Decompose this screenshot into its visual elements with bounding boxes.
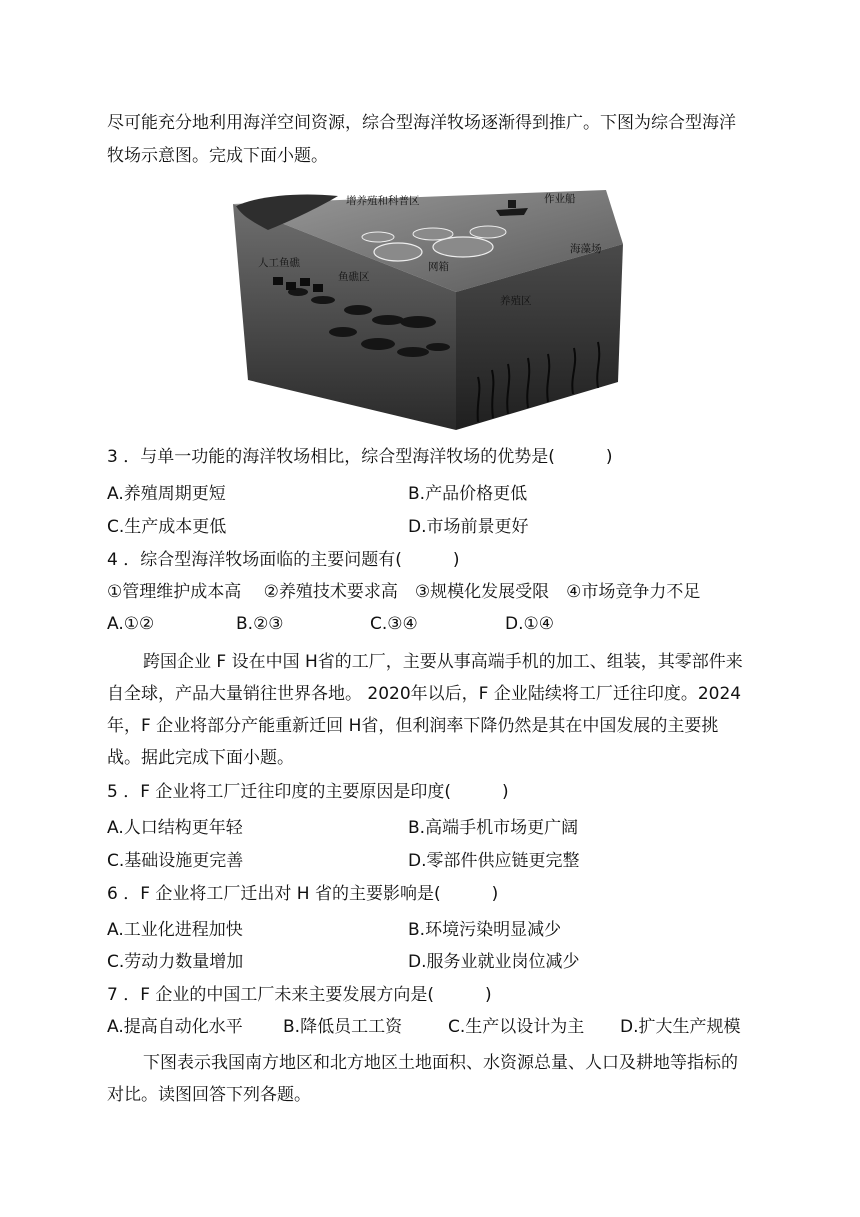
question-6-option-c: C.劳动力数量增加 bbox=[107, 952, 244, 972]
question-4-option-a: A.①② bbox=[107, 614, 155, 634]
question-7-option-b: B.降低员工工资 bbox=[283, 1017, 403, 1037]
question-3-option-a: A.养殖周期更短 bbox=[107, 484, 226, 504]
question-6-option-a: A.工业化进程加快 bbox=[107, 920, 243, 940]
passage-3-line-2: 对比。读图回答下列各题。 bbox=[107, 1085, 311, 1105]
question-4-option-b: B.②③ bbox=[236, 614, 284, 634]
label-net-cage: 网箱 bbox=[428, 261, 449, 273]
passage-2-line-1: 跨国企业 F 设在中国 H省的工厂，主要从事高端手机的加工、组装，其零部件来 bbox=[143, 652, 743, 672]
ocean-ranch-figure bbox=[228, 182, 628, 432]
net-cage bbox=[374, 243, 422, 261]
label-reef-area: 鱼礁区 bbox=[338, 271, 370, 283]
question-6-option-b: B.环境污染明显减少 bbox=[408, 920, 562, 940]
question-7-stem: 7 ．F 企业的中国工厂未来主要发展方向是( ) bbox=[107, 985, 492, 1005]
passage-3-line-1: 下图表示我国南方地区和北方地区土地面积、水资源总量、人口及耕地等指标的 bbox=[143, 1053, 738, 1073]
question-5-stem: 5 ．F 企业将工厂迁往印度的主要原因是印度( ) bbox=[107, 782, 509, 802]
question-4-stem: 4 ．综合型海洋牧场面临的主要问题有( ) bbox=[107, 550, 460, 570]
question-4-items: ①管理维护成本高 ②养殖技术要求高 ③规模化发展受限 ④市场竞争力不足 bbox=[107, 582, 701, 602]
label-work-boat: 作业船 bbox=[544, 193, 576, 205]
question-4-option-c: C.③④ bbox=[370, 614, 418, 634]
question-7-option-a: A.提高自动化水平 bbox=[107, 1017, 243, 1037]
net-cage bbox=[433, 237, 493, 257]
question-5-option-a: A.人口结构更年轻 bbox=[107, 818, 243, 838]
question-4-option-d: D.①④ bbox=[505, 614, 554, 634]
intro-line-2: 牧场示意图。完成下面小题。 bbox=[107, 146, 328, 166]
label-breeding-area: 增养殖和科普区 bbox=[346, 195, 420, 207]
label-artificial-reef: 人工鱼礁 bbox=[258, 257, 300, 269]
question-6-stem: 6 ．F 企业将工厂迁出对 H 省的主要影响是( ) bbox=[107, 884, 499, 904]
question-7-option-c: C.生产以设计为主 bbox=[448, 1017, 585, 1037]
question-3-option-d: D.市场前景更好 bbox=[408, 517, 529, 537]
ocean-ranch-diagram bbox=[228, 182, 628, 432]
question-5-option-b: B.高端手机市场更广阔 bbox=[408, 818, 579, 838]
intro-line-1: 尽可能充分地利用海洋空间资源，综合型海洋牧场逐渐得到推广。下图为综合型海洋 bbox=[107, 113, 736, 133]
question-5-option-d: D.零部件供应链更完整 bbox=[408, 851, 580, 871]
label-farming-area: 养殖区 bbox=[500, 295, 532, 307]
question-7-option-d: D.扩大生产规模 bbox=[620, 1017, 741, 1037]
passage-2-line-3: 年，F 企业将部分产能重新迁回 H省，但利润率下降仍然是其在中国发展的主要挑 bbox=[107, 716, 719, 736]
passage-2-line-4: 战。据此完成下面小题。 bbox=[107, 748, 294, 768]
question-5-option-c: C.基础设施更完善 bbox=[107, 851, 244, 871]
question-3-stem: 3 ．与单一功能的海洋牧场相比，综合型海洋牧场的优势是( ) bbox=[107, 447, 613, 467]
question-3-option-b: B.产品价格更低 bbox=[408, 484, 528, 504]
label-seaweed-field: 海藻场 bbox=[570, 243, 602, 255]
question-6-option-d: D.服务业就业岗位减少 bbox=[408, 952, 580, 972]
question-3-option-c: C.生产成本更低 bbox=[107, 517, 227, 537]
passage-2-line-2: 自全球，产品大量销往世界各地。 2020年以后，F 企业陆续将工厂迁往印度。2024 bbox=[107, 684, 742, 704]
